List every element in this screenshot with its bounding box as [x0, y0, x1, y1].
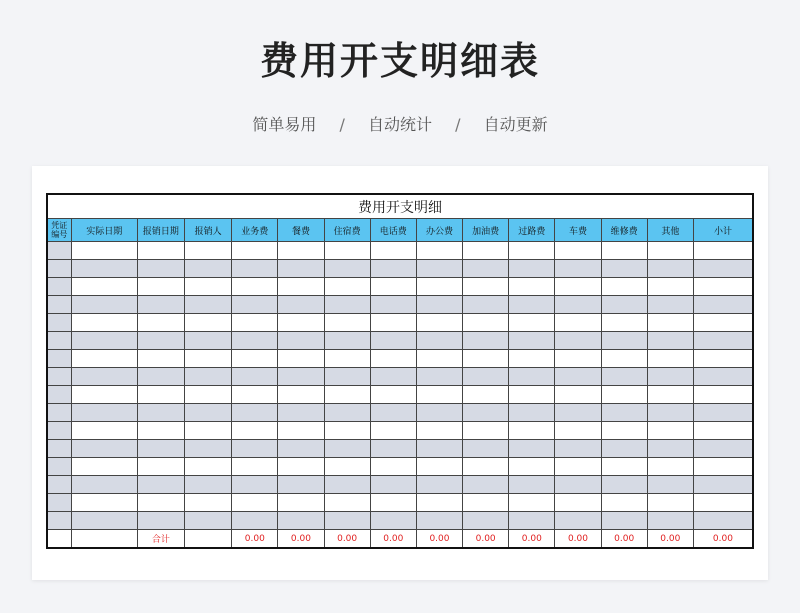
- table-cell[interactable]: [416, 458, 462, 476]
- table-cell[interactable]: [370, 494, 416, 512]
- table-cell[interactable]: [137, 332, 184, 350]
- table-cell[interactable]: [693, 278, 753, 296]
- table-cell[interactable]: [370, 296, 416, 314]
- table-cell[interactable]: [71, 422, 137, 440]
- table-row: [47, 422, 753, 440]
- table-cell[interactable]: [232, 422, 278, 440]
- table-cell[interactable]: [416, 350, 462, 368]
- table-cell[interactable]: [463, 314, 509, 332]
- table-cell[interactable]: [232, 278, 278, 296]
- table-cell[interactable]: [324, 314, 370, 332]
- table-cell[interactable]: [185, 296, 232, 314]
- table-cell[interactable]: [71, 512, 137, 530]
- table-cell[interactable]: [370, 440, 416, 458]
- table-cell[interactable]: [555, 260, 601, 278]
- table-cell[interactable]: [71, 440, 137, 458]
- table-cell[interactable]: [185, 242, 232, 260]
- table-cell[interactable]: [509, 386, 555, 404]
- table-cell[interactable]: [278, 296, 324, 314]
- table-cell[interactable]: [647, 278, 693, 296]
- table-cell[interactable]: [324, 368, 370, 386]
- table-cell[interactable]: [47, 386, 71, 404]
- table-cell[interactable]: [324, 242, 370, 260]
- total-office-fee: 0.00: [416, 530, 462, 549]
- table-cell[interactable]: [463, 476, 509, 494]
- table-cell[interactable]: [693, 422, 753, 440]
- table-cell[interactable]: [647, 386, 693, 404]
- table-row: [47, 494, 753, 512]
- table-cell[interactable]: [416, 404, 462, 422]
- tag-separator: /: [455, 115, 461, 134]
- table-cell[interactable]: [463, 278, 509, 296]
- table-cell[interactable]: [647, 512, 693, 530]
- header-fuel-fee: 加油费: [463, 219, 509, 242]
- table-cell[interactable]: [71, 296, 137, 314]
- total-repair-fee: 0.00: [601, 530, 647, 549]
- table-cell[interactable]: [370, 332, 416, 350]
- table-cell[interactable]: [232, 440, 278, 458]
- table-cell[interactable]: [185, 512, 232, 530]
- table-cell[interactable]: [693, 512, 753, 530]
- table-cell[interactable]: [601, 242, 647, 260]
- table-cell[interactable]: [137, 422, 184, 440]
- table-cell[interactable]: [278, 242, 324, 260]
- table-cell[interactable]: [324, 332, 370, 350]
- table-cell[interactable]: [463, 404, 509, 422]
- table-cell[interactable]: [463, 332, 509, 350]
- total-business-fee: 0.00: [232, 530, 278, 549]
- table-cell[interactable]: [137, 350, 184, 368]
- table-cell[interactable]: [71, 476, 137, 494]
- table-cell[interactable]: [555, 458, 601, 476]
- table-cell[interactable]: [137, 278, 184, 296]
- table-cell[interactable]: [47, 530, 71, 549]
- table-cell[interactable]: [693, 296, 753, 314]
- total-car-fee: 0.00: [555, 530, 601, 549]
- table-cell[interactable]: [693, 458, 753, 476]
- table-cell[interactable]: [232, 242, 278, 260]
- header-meal-fee: 餐费: [278, 219, 324, 242]
- table-cell[interactable]: [137, 314, 184, 332]
- table-cell[interactable]: [601, 512, 647, 530]
- table-cell[interactable]: [232, 476, 278, 494]
- header-voucher-no: 凭证编号: [47, 219, 71, 242]
- table-cell[interactable]: [416, 512, 462, 530]
- table-cell[interactable]: [232, 404, 278, 422]
- table-cell[interactable]: [278, 332, 324, 350]
- table-cell[interactable]: [647, 260, 693, 278]
- table-cell[interactable]: [278, 440, 324, 458]
- page-title: 费用开支明细表: [259, 39, 540, 83]
- table-cell[interactable]: [47, 494, 71, 512]
- table-cell[interactable]: [47, 512, 71, 530]
- table-cell[interactable]: [370, 278, 416, 296]
- table-cell[interactable]: [137, 404, 184, 422]
- table-cell[interactable]: [693, 386, 753, 404]
- total-meal-fee: 0.00: [278, 530, 324, 549]
- feature-tags: [0, 112, 800, 135]
- table-cell[interactable]: [185, 350, 232, 368]
- table-cell[interactable]: [278, 350, 324, 368]
- table-cell[interactable]: [463, 260, 509, 278]
- table-cell[interactable]: [509, 422, 555, 440]
- table-cell[interactable]: [693, 476, 753, 494]
- table-cell[interactable]: [370, 404, 416, 422]
- table-cell[interactable]: [137, 494, 184, 512]
- table-cell[interactable]: [47, 440, 71, 458]
- table-cell[interactable]: [601, 350, 647, 368]
- header-phone-fee: 电话费: [370, 219, 416, 242]
- table-cell[interactable]: [185, 386, 232, 404]
- table-cell[interactable]: [647, 404, 693, 422]
- table-cell[interactable]: [647, 368, 693, 386]
- table-cell[interactable]: [555, 314, 601, 332]
- table-cell[interactable]: [416, 314, 462, 332]
- table-cell[interactable]: [693, 332, 753, 350]
- table-cell[interactable]: [137, 368, 184, 386]
- table-cell[interactable]: [416, 476, 462, 494]
- table-cell[interactable]: [185, 458, 232, 476]
- table-cell[interactable]: [278, 422, 324, 440]
- table-cell[interactable]: [509, 332, 555, 350]
- table-cell[interactable]: [370, 314, 416, 332]
- table-cell[interactable]: [601, 278, 647, 296]
- table-cell[interactable]: [601, 386, 647, 404]
- table-cell[interactable]: [555, 278, 601, 296]
- table-cell[interactable]: [509, 242, 555, 260]
- table-row: [47, 476, 753, 494]
- table-cell[interactable]: [324, 278, 370, 296]
- table-cell[interactable]: [601, 422, 647, 440]
- header-car-fee: 车费: [555, 219, 601, 242]
- table-cell[interactable]: [509, 314, 555, 332]
- table-cell[interactable]: [47, 404, 71, 422]
- table-cell[interactable]: [693, 404, 753, 422]
- table-cell[interactable]: [71, 458, 137, 476]
- table-cell[interactable]: [185, 440, 232, 458]
- table-cell[interactable]: [555, 404, 601, 422]
- table-cell[interactable]: [278, 260, 324, 278]
- table-cell[interactable]: [324, 440, 370, 458]
- table-cell[interactable]: [416, 440, 462, 458]
- total-other: 0.00: [647, 530, 693, 549]
- table-cell[interactable]: [185, 476, 232, 494]
- table-cell[interactable]: [278, 476, 324, 494]
- table-cell[interactable]: [416, 242, 462, 260]
- table-cell[interactable]: [232, 386, 278, 404]
- table-cell[interactable]: [370, 386, 416, 404]
- table-cell[interactable]: [71, 332, 137, 350]
- table-cell[interactable]: [509, 440, 555, 458]
- table-cell[interactable]: [71, 278, 137, 296]
- table-cell[interactable]: [601, 296, 647, 314]
- header-office-fee: 办公费: [416, 219, 462, 242]
- table-cell[interactable]: [71, 386, 137, 404]
- total-toll-fee: 0.00: [509, 530, 555, 549]
- table-cell[interactable]: [324, 494, 370, 512]
- table-cell[interactable]: [370, 368, 416, 386]
- header-repair-fee: 维修费: [601, 219, 647, 242]
- table-cell[interactable]: [71, 314, 137, 332]
- table-cell[interactable]: [324, 386, 370, 404]
- table-cell[interactable]: [555, 296, 601, 314]
- table-cell[interactable]: [324, 404, 370, 422]
- table-cell[interactable]: [416, 422, 462, 440]
- table-cell[interactable]: [416, 494, 462, 512]
- header-business-fee: 业务费: [232, 219, 278, 242]
- table-cell[interactable]: [601, 368, 647, 386]
- table-row: [47, 512, 753, 530]
- table-row: [47, 260, 753, 278]
- total-label: 合计: [137, 530, 184, 549]
- table-cell[interactable]: [647, 296, 693, 314]
- table-cell[interactable]: [555, 494, 601, 512]
- table-cell[interactable]: [185, 368, 232, 386]
- table-cell[interactable]: [555, 332, 601, 350]
- table-cell[interactable]: [416, 332, 462, 350]
- table-row: [47, 296, 753, 314]
- table-row: [47, 440, 753, 458]
- table-cell[interactable]: [232, 314, 278, 332]
- table-row: [47, 278, 753, 296]
- sheet-title: 费用开支明细: [47, 194, 753, 219]
- table-cell[interactable]: [278, 386, 324, 404]
- table-cell[interactable]: [185, 530, 232, 549]
- table-cell[interactable]: [693, 260, 753, 278]
- table-cell[interactable]: [232, 494, 278, 512]
- table-cell[interactable]: [137, 512, 184, 530]
- table-cell[interactable]: [555, 440, 601, 458]
- table-cell[interactable]: [71, 242, 137, 260]
- table-cell[interactable]: [693, 368, 753, 386]
- table-cell[interactable]: [71, 404, 137, 422]
- table-cell[interactable]: [647, 476, 693, 494]
- table-cell[interactable]: [47, 296, 71, 314]
- table-cell[interactable]: [555, 422, 601, 440]
- table-cell[interactable]: [185, 278, 232, 296]
- table-cell[interactable]: [232, 512, 278, 530]
- table-cell[interactable]: [185, 494, 232, 512]
- table-cell[interactable]: [509, 296, 555, 314]
- header-other: 其他: [647, 219, 693, 242]
- table-cell[interactable]: [232, 458, 278, 476]
- header-subtotal: 小计: [693, 219, 753, 242]
- table-cell[interactable]: [601, 440, 647, 458]
- table-cell[interactable]: [137, 296, 184, 314]
- table-cell[interactable]: [555, 368, 601, 386]
- total-lodging-fee: 0.00: [324, 530, 370, 549]
- table-cell[interactable]: [47, 242, 71, 260]
- table-cell[interactable]: [601, 404, 647, 422]
- table-cell[interactable]: [324, 458, 370, 476]
- header-toll-fee: 过路费: [509, 219, 555, 242]
- table-cell[interactable]: [47, 368, 71, 386]
- table-cell[interactable]: [324, 260, 370, 278]
- table-cell[interactable]: [555, 512, 601, 530]
- table-cell[interactable]: [693, 314, 753, 332]
- tag-easy: 简单易用: [252, 115, 317, 134]
- table-cell[interactable]: [601, 458, 647, 476]
- table-row: [47, 350, 753, 368]
- table-cell[interactable]: [278, 368, 324, 386]
- table-body: [47, 242, 753, 549]
- table-cell[interactable]: [232, 332, 278, 350]
- table-cell[interactable]: [324, 350, 370, 368]
- table-cell[interactable]: [278, 494, 324, 512]
- table-cell[interactable]: [693, 494, 753, 512]
- table-cell[interactable]: [137, 476, 184, 494]
- table-cell[interactable]: [509, 350, 555, 368]
- table-cell[interactable]: [555, 476, 601, 494]
- total-row: [47, 530, 753, 549]
- table-cell[interactable]: [370, 476, 416, 494]
- table-cell[interactable]: [324, 296, 370, 314]
- table-cell[interactable]: [416, 278, 462, 296]
- table-cell[interactable]: [509, 278, 555, 296]
- table-cell[interactable]: [232, 296, 278, 314]
- table-cell[interactable]: [370, 512, 416, 530]
- table-row: [47, 368, 753, 386]
- table-cell[interactable]: [370, 350, 416, 368]
- table-cell[interactable]: [463, 458, 509, 476]
- table-cell[interactable]: [232, 350, 278, 368]
- table-row: [47, 404, 753, 422]
- table-cell[interactable]: [463, 350, 509, 368]
- header-actual-date: 实际日期: [71, 219, 137, 242]
- table-row: [47, 242, 753, 260]
- table-cell[interactable]: [463, 368, 509, 386]
- table-cell[interactable]: [137, 440, 184, 458]
- table-cell[interactable]: [185, 260, 232, 278]
- table-cell[interactable]: [185, 422, 232, 440]
- table-cell[interactable]: [47, 458, 71, 476]
- table-cell[interactable]: [509, 260, 555, 278]
- table-cell[interactable]: [647, 242, 693, 260]
- table-cell[interactable]: [71, 368, 137, 386]
- table-cell[interactable]: [278, 404, 324, 422]
- expense-table: [46, 193, 754, 549]
- header-lodging-fee: 住宿费: [324, 219, 370, 242]
- table-cell[interactable]: [278, 512, 324, 530]
- table-cell[interactable]: [47, 350, 71, 368]
- table-cell[interactable]: [463, 440, 509, 458]
- spreadsheet-card: [32, 166, 768, 580]
- table-cell[interactable]: [370, 260, 416, 278]
- total-subtotal: 0.00: [693, 530, 753, 549]
- table-cell[interactable]: [71, 350, 137, 368]
- table-cell[interactable]: [232, 368, 278, 386]
- table-cell[interactable]: [278, 314, 324, 332]
- table-cell[interactable]: [71, 260, 137, 278]
- table-cell[interactable]: [137, 260, 184, 278]
- header-claimant: 报销人: [185, 219, 232, 242]
- table-cell[interactable]: [463, 422, 509, 440]
- table-cell[interactable]: [324, 476, 370, 494]
- table-cell[interactable]: [509, 476, 555, 494]
- table-cell[interactable]: [137, 386, 184, 404]
- table-cell[interactable]: [47, 278, 71, 296]
- table-cell[interactable]: [416, 386, 462, 404]
- table-cell[interactable]: [509, 494, 555, 512]
- table-cell[interactable]: [463, 512, 509, 530]
- table-cell[interactable]: [463, 242, 509, 260]
- table-cell[interactable]: [324, 512, 370, 530]
- table-row: [47, 314, 753, 332]
- table-cell[interactable]: [647, 494, 693, 512]
- table-cell[interactable]: [416, 368, 462, 386]
- table-cell[interactable]: [647, 440, 693, 458]
- table-cell[interactable]: [278, 278, 324, 296]
- table-cell[interactable]: [509, 368, 555, 386]
- table-cell[interactable]: [185, 404, 232, 422]
- table-cell[interactable]: [370, 458, 416, 476]
- table-cell[interactable]: [71, 494, 137, 512]
- table-cell[interactable]: [555, 350, 601, 368]
- table-cell[interactable]: [693, 350, 753, 368]
- table-cell[interactable]: [47, 422, 71, 440]
- table-cell[interactable]: [601, 314, 647, 332]
- table-cell[interactable]: [463, 296, 509, 314]
- table-cell[interactable]: [137, 458, 184, 476]
- total-fuel-fee: 0.00: [463, 530, 509, 549]
- table-cell[interactable]: [509, 404, 555, 422]
- table-cell[interactable]: [278, 458, 324, 476]
- table-cell[interactable]: [693, 440, 753, 458]
- table-cell[interactable]: [416, 296, 462, 314]
- table-cell[interactable]: [185, 332, 232, 350]
- total-phone-fee: 0.00: [370, 530, 416, 549]
- table-cell[interactable]: [601, 332, 647, 350]
- table-cell[interactable]: [555, 242, 601, 260]
- table-cell[interactable]: [647, 422, 693, 440]
- table-cell[interactable]: [463, 386, 509, 404]
- table-cell[interactable]: [370, 422, 416, 440]
- table-cell[interactable]: [647, 458, 693, 476]
- table-cell[interactable]: [47, 260, 71, 278]
- table-cell[interactable]: [47, 476, 71, 494]
- table-cell[interactable]: [463, 494, 509, 512]
- table-cell[interactable]: [601, 494, 647, 512]
- tag-auto-update: 自动更新: [483, 115, 548, 134]
- tag-auto-stat: 自动统计: [367, 115, 432, 134]
- header-row: [47, 219, 753, 242]
- table-cell[interactable]: [324, 422, 370, 440]
- table-row: [47, 386, 753, 404]
- tag-separator: /: [339, 115, 345, 134]
- table-cell[interactable]: [509, 512, 555, 530]
- table-cell[interactable]: [647, 314, 693, 332]
- table-cell[interactable]: [232, 260, 278, 278]
- table-row: [47, 458, 753, 476]
- table-cell[interactable]: [555, 386, 601, 404]
- table-cell[interactable]: [47, 314, 71, 332]
- table-row: [47, 332, 753, 350]
- table-cell[interactable]: [601, 476, 647, 494]
- table-cell[interactable]: [370, 242, 416, 260]
- table-cell[interactable]: [137, 242, 184, 260]
- table-cell[interactable]: [647, 350, 693, 368]
- table-cell[interactable]: [416, 260, 462, 278]
- table-cell[interactable]: [47, 332, 71, 350]
- table-cell[interactable]: [185, 314, 232, 332]
- table-cell[interactable]: [71, 530, 137, 549]
- table-cell[interactable]: [693, 242, 753, 260]
- table-cell[interactable]: [509, 458, 555, 476]
- table-cell[interactable]: [647, 332, 693, 350]
- table-cell[interactable]: [601, 260, 647, 278]
- header-claim-date: 报销日期: [137, 219, 184, 242]
